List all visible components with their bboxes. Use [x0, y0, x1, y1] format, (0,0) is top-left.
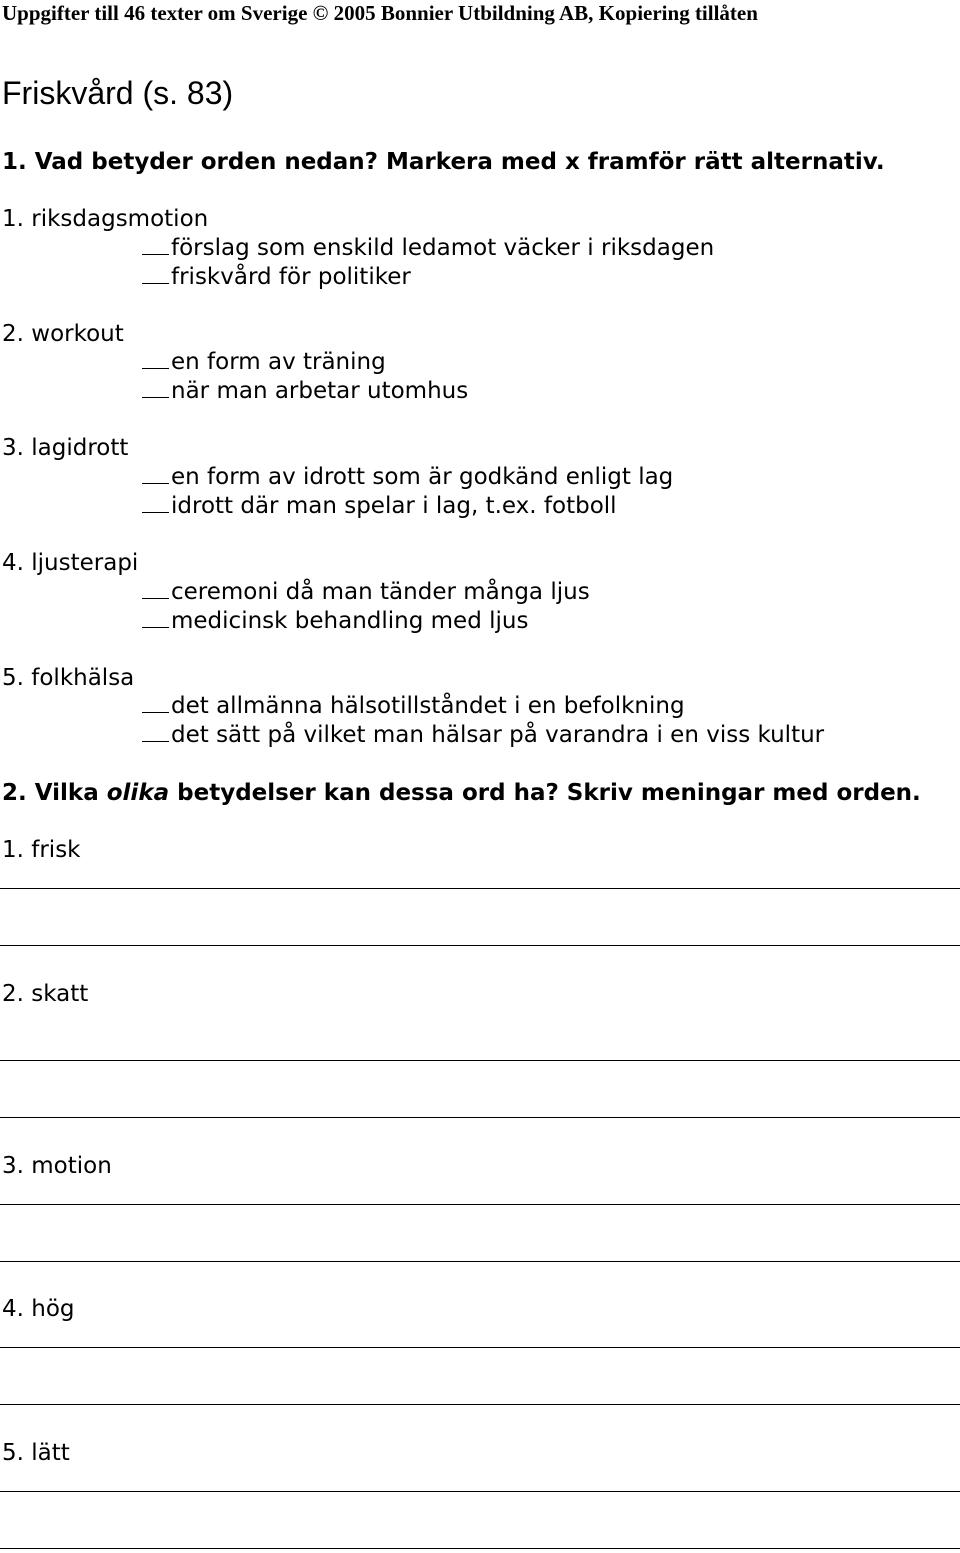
answer-blank[interactable]: [142, 578, 169, 599]
writing-line[interactable]: [0, 1404, 960, 1405]
item-4-option-b[interactable]: medicinsk behandling med ljus: [142, 607, 528, 635]
item-3-word: 3. lagidrott: [2, 435, 129, 461]
answer-blank[interactable]: [142, 607, 169, 628]
item-1-word: 1. riksdagsmotion: [2, 206, 209, 232]
item-1-option-a[interactable]: förslag som enskild ledamot väcker i riksdagen: [142, 234, 714, 262]
word-frisk: 1. frisk: [2, 837, 81, 863]
answer-blank[interactable]: [142, 377, 169, 398]
item-1-option-b[interactable]: friskvård för politiker: [142, 263, 411, 291]
question-2-heading: 2. Vilka olika betydelser kan dessa ord ha? Skriv meningar med orden.: [2, 780, 921, 806]
page-header: Uppgifter till 46 texter om Sverige © 2005 Bonnier Utbildning AB, Kopiering tillåten: [2, 1, 758, 25]
item-2-option-a[interactable]: en form av träning: [142, 348, 386, 376]
item-3-option-b[interactable]: idrott där man spelar i lag, t.ex. fotboll: [142, 492, 617, 520]
writing-line[interactable]: [0, 1347, 960, 1348]
item-5-word: 5. folkhälsa: [2, 665, 135, 691]
writing-line[interactable]: [0, 1204, 960, 1205]
answer-blank[interactable]: [142, 348, 169, 369]
answer-blank[interactable]: [142, 463, 169, 484]
writing-line[interactable]: [0, 945, 960, 946]
answer-blank[interactable]: [142, 492, 169, 513]
page-title: Friskvård (s. 83): [2, 75, 234, 111]
item-4-word: 4. ljusterapi: [2, 550, 139, 576]
answer-blank[interactable]: [142, 234, 169, 255]
answer-blank[interactable]: [142, 721, 169, 742]
item-4-option-a[interactable]: ceremoni då man tänder många ljus: [142, 578, 590, 606]
question-1-heading: 1. Vad betyder orden nedan? Markera med x framför rätt alternativ.: [2, 149, 885, 175]
writing-line[interactable]: [0, 1261, 960, 1262]
word-latt: 5. lätt: [2, 1440, 70, 1466]
word-skatt: 2. skatt: [2, 981, 89, 1007]
writing-line[interactable]: [0, 1060, 960, 1061]
answer-blank[interactable]: [142, 692, 169, 713]
writing-line[interactable]: [0, 1548, 960, 1549]
writing-line[interactable]: [0, 1117, 960, 1118]
answer-blank[interactable]: [142, 263, 169, 284]
item-2-option-b[interactable]: när man arbetar utomhus: [142, 377, 468, 405]
writing-line[interactable]: [0, 1491, 960, 1492]
item-5-option-b[interactable]: det sätt på vilket man hälsar på varandra i en viss kultur: [142, 721, 824, 749]
item-3-option-a[interactable]: en form av idrott som är godkänd enligt lag: [142, 463, 673, 491]
writing-line[interactable]: [0, 888, 960, 889]
item-5-option-a[interactable]: det allmänna hälsotillståndet i en befolkning: [142, 692, 685, 720]
word-hog: 4. hög: [2, 1296, 75, 1322]
item-2-word: 2. workout: [2, 321, 124, 347]
word-motion: 3. motion: [2, 1153, 112, 1179]
